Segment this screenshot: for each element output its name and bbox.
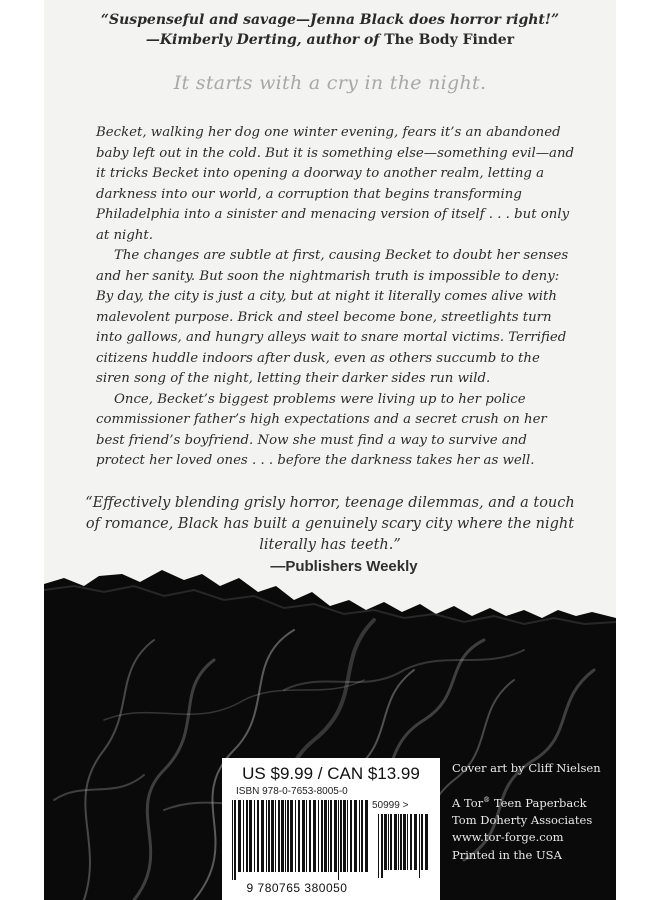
synopsis-paragraph: Once, Becket’s biggest problems were living up to her police commissioner father’s high expectations and a secret crush on her best friend’s boyfriend. Now she must find a way to survive and protect her loved ones . . . before the darkness takes her as well. bbox=[96, 391, 547, 468]
endorsement-text: “Suspenseful and savage—Jenna Black does horror right!” bbox=[100, 12, 560, 28]
book-back-cover bbox=[44, 0, 616, 900]
barcode-bar bbox=[425, 814, 428, 870]
barcode-bar bbox=[275, 800, 276, 872]
ean-number: 9 780765 380050 bbox=[246, 881, 348, 895]
barcode-bar bbox=[398, 814, 399, 870]
barcode-bar bbox=[365, 800, 368, 872]
barcode-bar bbox=[361, 800, 363, 872]
barcode-bar bbox=[338, 800, 339, 880]
price-text: US $9.99 / CAN $13.99 bbox=[242, 764, 420, 783]
barcode-bar bbox=[359, 800, 360, 872]
barcode-bar bbox=[394, 814, 397, 870]
barcode-bar bbox=[232, 800, 233, 880]
synopsis-paragraph: Becket, walking her dog one winter evening, fears it’s an abandoned baby left out in the cold. But it is something else—something evil—and it tricks Becket into opening a doorway to another realm, letting a darkness into our world, a corruption that begins transforming Philadelphia into a sinister and menacing version of itself . . . but only at night. bbox=[96, 125, 575, 243]
tagline: It starts with a cry in the night. bbox=[173, 72, 487, 94]
barcode-bar bbox=[403, 814, 406, 870]
barcode-bar bbox=[278, 800, 280, 872]
barcode-bar bbox=[261, 800, 264, 872]
synopsis-paragraph: The changes are subtle at first, causing Becket to doubt her senses and her sanity. But soon the nightmarish truth is impossible to deny: By day, the city is just a city, but at night it literally comes alive with malevolent purpose. Brick and steel become bone, streetlights turn into gallows, and hungry alleys wait to snare mortal victims. Terrified citizens huddle indoors after dusk, even as others succumb to the siren song of the night, letting their darker sides run wild. bbox=[96, 248, 569, 386]
barcode-label bbox=[222, 758, 440, 900]
barcode-bar bbox=[306, 800, 307, 872]
barcode-bar bbox=[390, 814, 392, 870]
barcode-bar bbox=[378, 814, 379, 878]
barcode-bar bbox=[321, 800, 323, 872]
cover-art-credit: Cover art by Cliff Nielsen bbox=[452, 761, 601, 775]
barcode-bar bbox=[334, 800, 337, 872]
barcode-bar bbox=[238, 800, 241, 872]
barcode-bar bbox=[271, 800, 274, 872]
ean-barcode bbox=[230, 800, 370, 882]
publisher-website: www.tor-forge.com bbox=[452, 830, 564, 845]
barcode-bar bbox=[281, 800, 284, 872]
endorsement-quote bbox=[44, 10, 616, 50]
barcode-bar bbox=[287, 800, 289, 872]
barcode-bar bbox=[419, 814, 420, 878]
barcode-bar bbox=[257, 800, 259, 872]
barcode-bar bbox=[290, 800, 293, 872]
barcode-bar bbox=[246, 800, 248, 872]
barcode-bar bbox=[340, 800, 342, 872]
barcode-bar bbox=[400, 814, 402, 870]
credits bbox=[452, 760, 612, 864]
printed-location: Printed in the USA bbox=[452, 847, 562, 862]
addon-number: 50999 > bbox=[372, 800, 409, 811]
imprint-name: A Tor bbox=[452, 795, 484, 810]
barcode-bar bbox=[324, 800, 327, 872]
barcode-bar bbox=[266, 800, 267, 872]
barcode-bar bbox=[249, 800, 252, 872]
endorsement-attribution bbox=[44, 30, 616, 50]
endorsement-author: —Kimberly Derting, author of bbox=[145, 32, 385, 48]
barcode-bar bbox=[347, 800, 348, 872]
barcode-bar bbox=[268, 800, 270, 872]
barcode-bar bbox=[309, 800, 311, 872]
endorsement-book-title: The Body Finder bbox=[384, 32, 515, 48]
registered-mark: ® bbox=[483, 795, 491, 804]
barcode-bar bbox=[354, 800, 357, 872]
barcode-bar bbox=[381, 814, 383, 878]
barcode-bar bbox=[343, 800, 346, 872]
barcode-bar bbox=[313, 800, 316, 872]
synopsis bbox=[96, 123, 576, 472]
barcode-bar bbox=[234, 800, 236, 880]
barcode-bar bbox=[421, 814, 423, 870]
barcode-bar bbox=[388, 814, 389, 870]
addon-barcode bbox=[376, 814, 432, 880]
review-attribution: —Publishers Weekly bbox=[270, 558, 418, 575]
barcode-bar bbox=[328, 800, 329, 872]
barcode-bar bbox=[384, 814, 387, 870]
barcode-bar bbox=[295, 800, 296, 872]
barcode-bar bbox=[414, 814, 417, 870]
barcode-bar bbox=[254, 800, 255, 872]
barcode-bar bbox=[285, 800, 286, 872]
barcode-bar bbox=[243, 800, 244, 872]
barcode-bar bbox=[318, 800, 319, 872]
barcode-bar bbox=[302, 800, 305, 872]
isbn-text: ISBN 978-0-7653-8005-0 bbox=[236, 786, 348, 797]
paper-panel bbox=[44, 0, 616, 620]
review-text: “Effectively blending grisly horror, teenage dilemmas, and a touch of romance, Black has built a genuinely scary city where the night literally has teeth.” bbox=[85, 495, 575, 553]
barcode-bar bbox=[350, 800, 352, 872]
barcode-bar bbox=[330, 800, 332, 872]
barcode-bar bbox=[407, 814, 408, 870]
imprint-line bbox=[452, 792, 612, 812]
publisher-name: Tom Doherty Associates bbox=[452, 812, 593, 827]
barcode-bar bbox=[298, 800, 300, 872]
imprint-type: Teen Paperback bbox=[490, 795, 587, 810]
barcode-bar bbox=[410, 814, 412, 870]
